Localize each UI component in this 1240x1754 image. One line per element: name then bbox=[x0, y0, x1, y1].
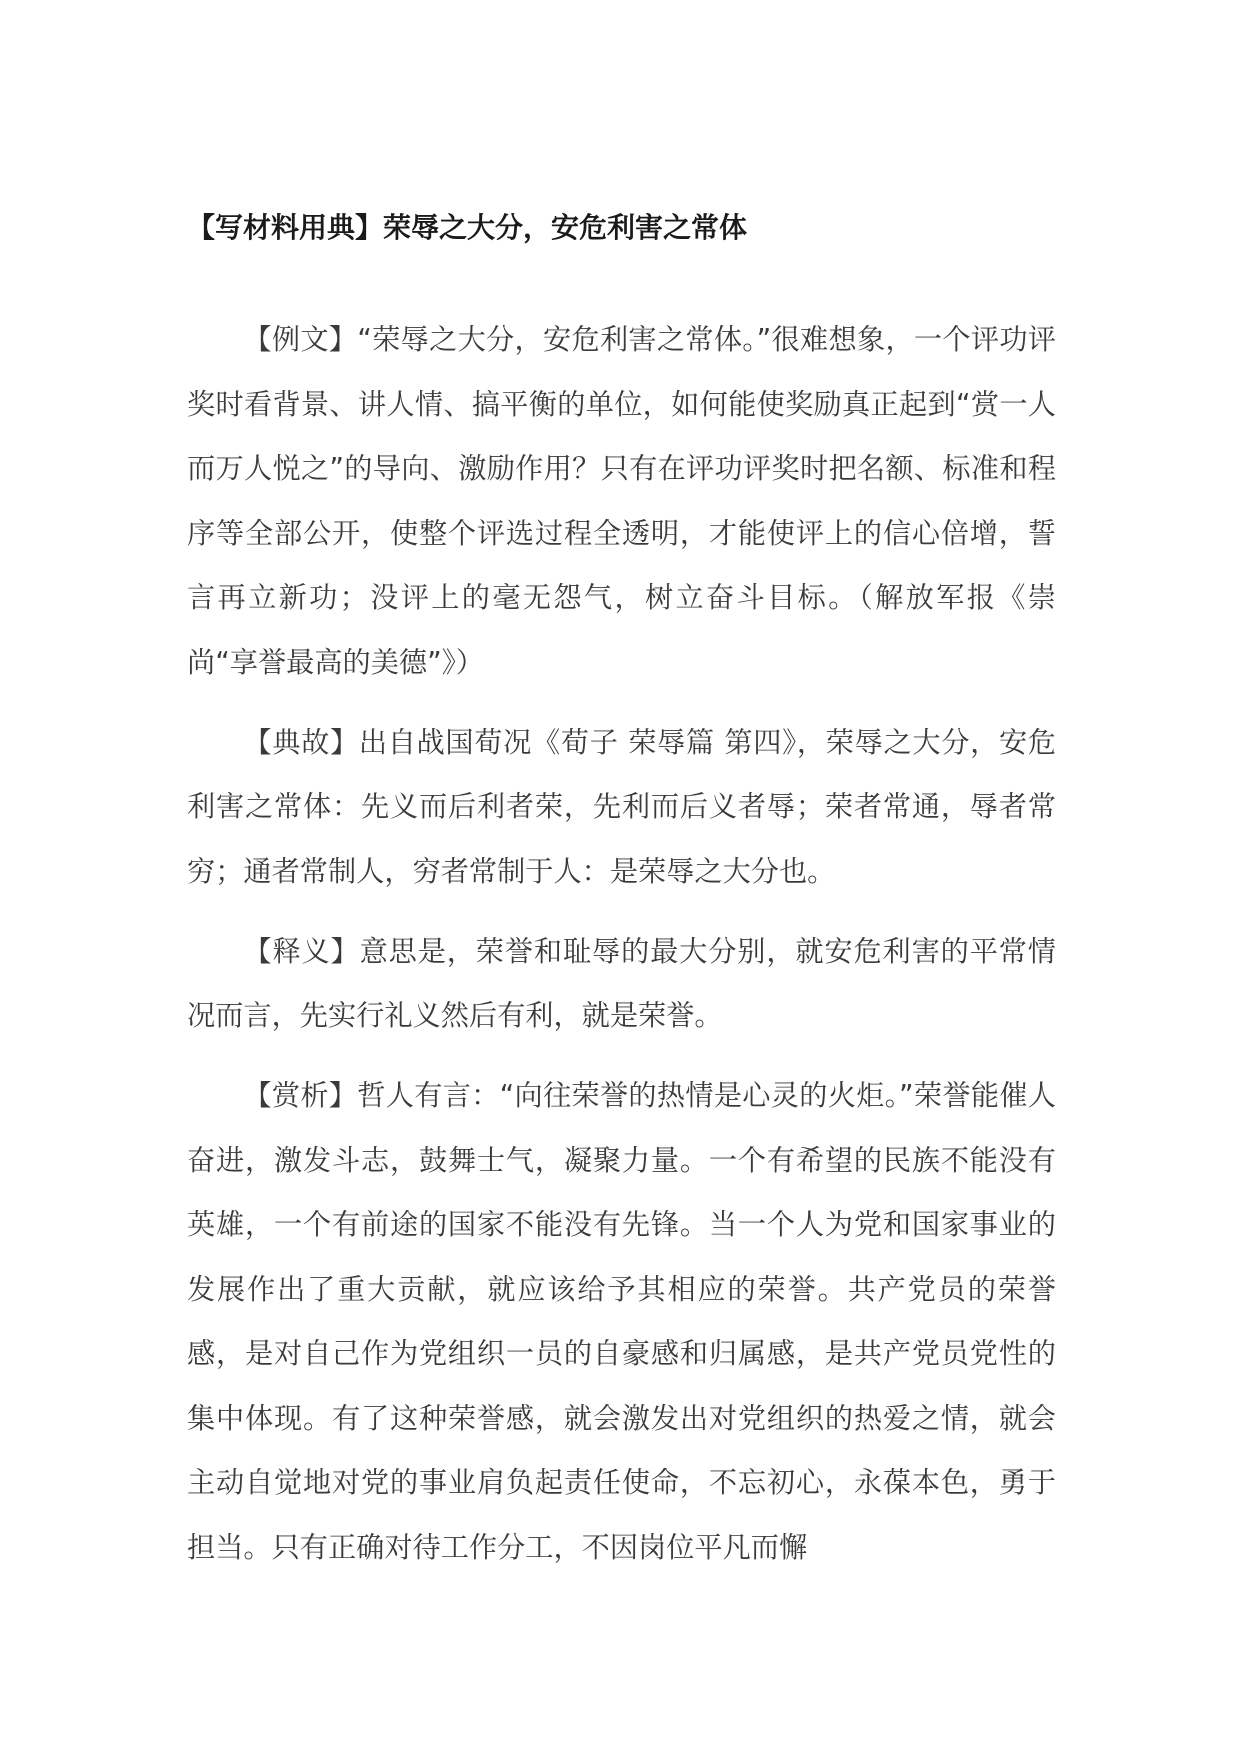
document-body bbox=[187, 308, 1056, 1596]
paragraph-allusion: 【典故】出自战国荀况《荀子 荣辱篇 第四》，荣辱之大分，安危利害之常体：先义而后利者荣，先利而后义者辱；荣者常通，辱者常穷；通者常制人，穷者常制于人：是荣辱之大分也。 bbox=[187, 725, 1056, 888]
paragraph-example: 【例文】“荣辱之大分，安危利害之常体。”很难想象，一个评功评奖时看背景、讲人情、搞平衡的单位，如何能使奖励真正起到“赏一人而万人悦之”的导向、激励作用？只有在评功评奖时把名额、标准和程序等全部公开，使整个评选过程全透明，才能使评上的信心倍增，誓言再立新功；没评上的毫无怨气，树立奋斗目标。（解放军报《崇尚“享誉最高的美德”》） bbox=[187, 323, 1056, 679]
paragraph-analysis: 【赏析】哲人有言：“向往荣誉的热情是心灵的火炬。”荣誉能催人奋进，激发斗志，鼓舞士气，凝聚力量。一个有希望的民族不能没有英雄，一个有前途的国家不能没有先锋。当一个人为党和国家事业的发展作出了重大贡献，就应该给予其相应的荣誉。共产党员的荣誉感，是对自己作为党组织一员的自豪感和归属感，是共产党员党性的集中体现。有了这种荣誉感，就会激发出对党组织的热爱之情，就会主动自觉地对党的事业肩负起责任使命，不忘初心，永葆本色，勇于担当。只有正确对待工作分工，不因岗位平凡而懈 bbox=[187, 1079, 1056, 1564]
document-title: 【写材料用典】荣辱之大分，安危利害之常体 bbox=[187, 211, 748, 244]
paragraph-meaning: 【释义】意思是，荣誉和耻辱的最大分别，就安危利害的平常情况而言，先实行礼义然后有利，就是荣誉。 bbox=[187, 934, 1056, 1032]
